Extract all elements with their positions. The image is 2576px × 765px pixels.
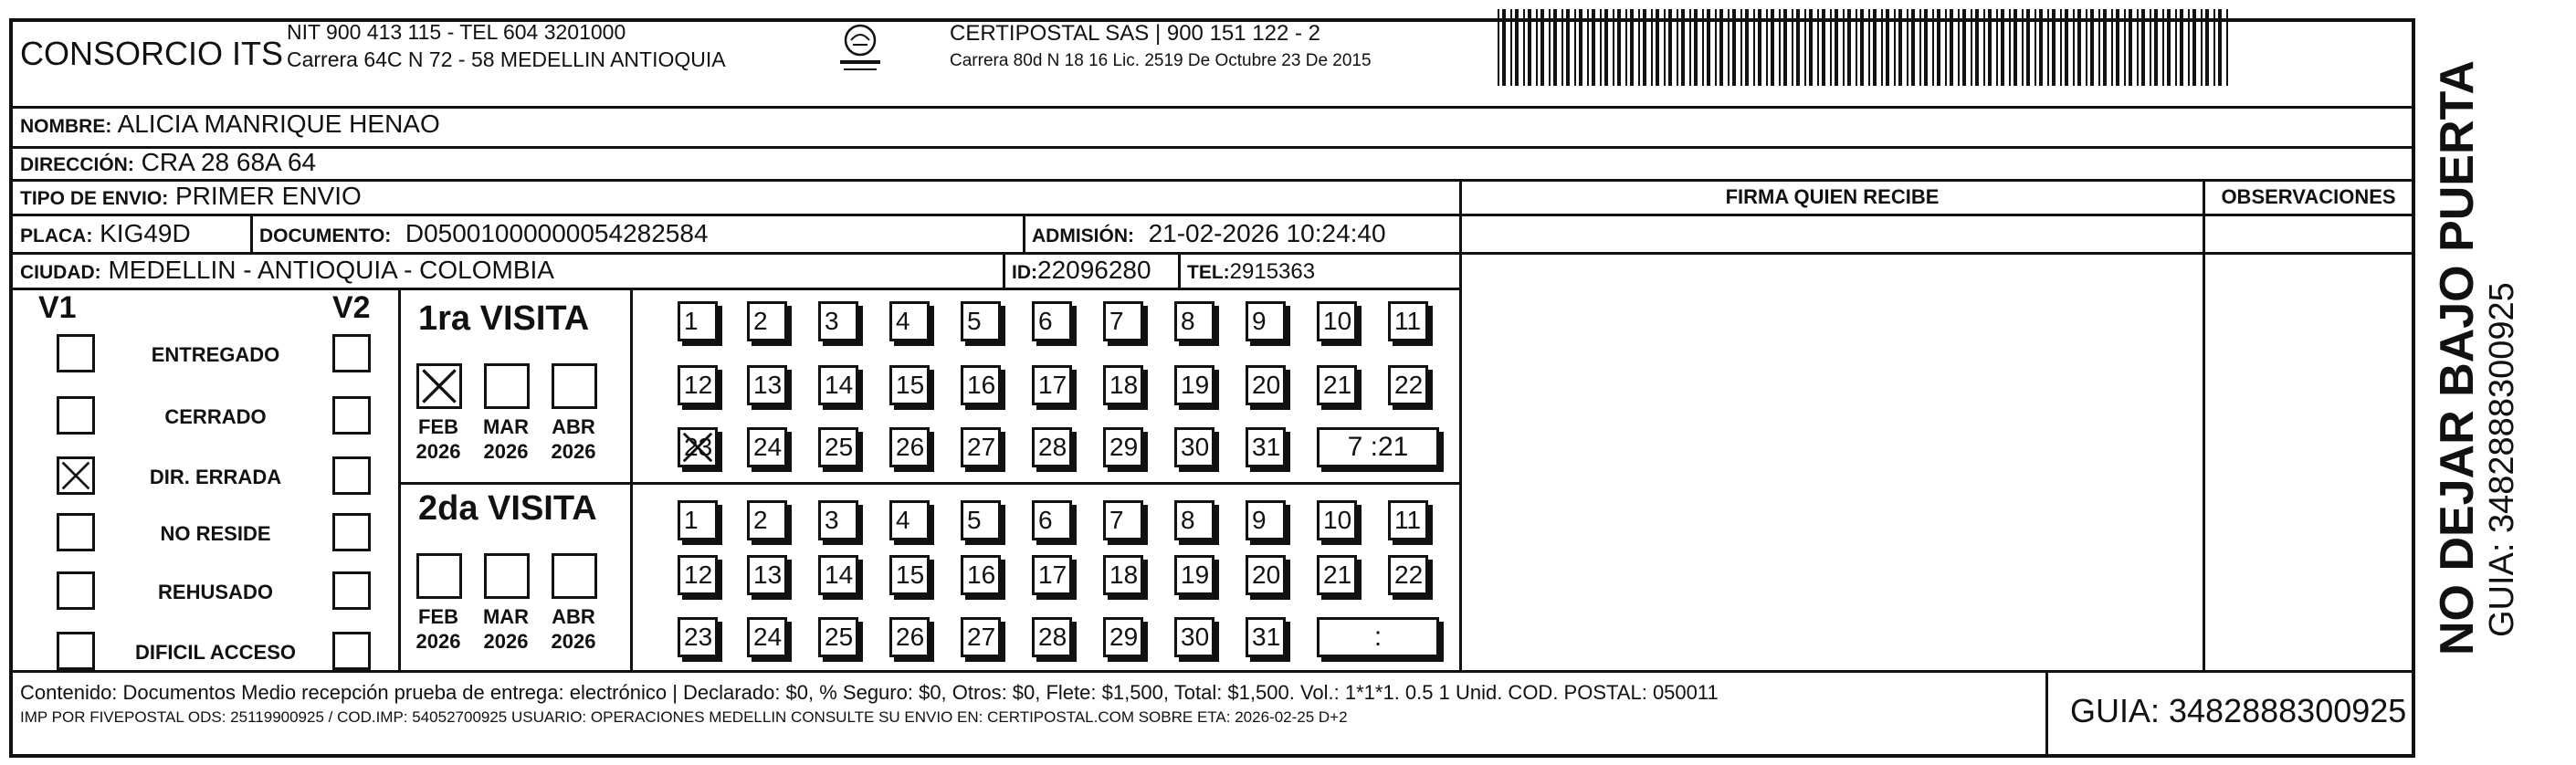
day-box[interactable]: 26 xyxy=(889,617,930,657)
barcode-bar xyxy=(1843,9,1845,86)
v2-checkbox[interactable] xyxy=(332,571,371,610)
barcode-bar xyxy=(2001,9,2004,86)
divider xyxy=(1459,182,1462,670)
month-name: ABR xyxy=(552,415,595,438)
divider xyxy=(2203,182,2205,670)
barcode-bar xyxy=(2124,9,2126,86)
day-box[interactable]: 31 xyxy=(1246,427,1286,467)
day-box[interactable]: 24 xyxy=(747,427,787,467)
time-box[interactable]: 7 :21 xyxy=(1317,427,1439,467)
barcode-bar xyxy=(2103,9,2107,86)
barcode-bar xyxy=(1932,9,1934,86)
barcode-bar xyxy=(1553,9,1557,86)
day-box[interactable]: 24 xyxy=(747,617,787,657)
barcode-bar xyxy=(1549,9,1551,86)
barcode-bar xyxy=(1881,9,1883,86)
v1-checkbox[interactable] xyxy=(57,456,95,495)
day-box[interactable]: 9 xyxy=(1246,301,1286,341)
certipostal-info xyxy=(950,20,1372,75)
barcode-bar xyxy=(2009,9,2011,86)
month-name: MAR xyxy=(482,415,530,438)
day-box[interactable]: 7 xyxy=(1103,500,1143,540)
day-box[interactable]: 16 xyxy=(961,365,1001,405)
day-box[interactable]: 27 xyxy=(961,617,1001,657)
nombre-label: NOMBRE: xyxy=(20,116,112,137)
barcode-bar xyxy=(1613,9,1614,86)
barcode-bar xyxy=(1758,9,1761,86)
barcode-bar xyxy=(1681,9,1685,86)
day-box[interactable]: 11 xyxy=(1388,500,1428,540)
day-box[interactable]: 5 xyxy=(961,301,1001,341)
divider xyxy=(1178,252,1181,290)
v2-checkbox[interactable] xyxy=(332,513,371,551)
barcode-bar xyxy=(1886,9,1889,86)
divider xyxy=(250,216,253,255)
day-box[interactable]: 22 xyxy=(1388,555,1428,595)
day-box[interactable]: 10 xyxy=(1317,301,1357,341)
month-name: MAR xyxy=(482,605,530,628)
status-label: DIFICIL ACCESO xyxy=(134,641,296,664)
barcode-bar xyxy=(1617,9,1621,86)
barcode-bar xyxy=(1822,9,1825,86)
barcode-bar xyxy=(1677,9,1678,86)
barcode-bar xyxy=(1523,9,1525,86)
barcode-bar xyxy=(1809,9,1813,86)
barcode-bar xyxy=(2154,9,2158,86)
divider xyxy=(1003,252,1005,290)
month-year: 2026 xyxy=(415,440,461,463)
divider xyxy=(398,288,401,670)
nombre-field xyxy=(20,110,440,139)
barcode-bar xyxy=(1783,9,1787,86)
barcode-bar xyxy=(1719,9,1723,86)
barcode-bar xyxy=(2226,9,2228,86)
barcode-bar xyxy=(2180,9,2183,86)
day-box[interactable]: 19 xyxy=(1174,555,1214,595)
barcode-bar xyxy=(2073,9,2075,86)
barcode-bar xyxy=(2035,9,2036,86)
barcode-bar xyxy=(1728,9,1730,86)
direccion-field xyxy=(20,148,316,177)
certipostal-address: Carrera 80d N 18 16 Lic. 2519 De Octubre 23 De 2015 xyxy=(950,51,1372,70)
month-checkbox[interactable] xyxy=(484,553,530,599)
ciudad-field xyxy=(20,256,554,285)
divider xyxy=(1023,216,1025,255)
barcode-bar xyxy=(2090,9,2094,86)
barcode-bar xyxy=(2162,9,2164,86)
day-box[interactable]: 18 xyxy=(1103,365,1143,405)
month-checkbox[interactable] xyxy=(416,363,462,409)
day-box[interactable]: 8 xyxy=(1174,500,1214,540)
day-box[interactable]: 17 xyxy=(1032,365,1072,405)
barcode-bar xyxy=(1656,9,1659,86)
no-dejar-notice: NO DEJAR BAJO PUERTA xyxy=(2431,59,2484,655)
company-name: CONSORCIO ITS xyxy=(20,35,284,72)
status-label: ENTREGADO xyxy=(151,343,280,366)
month-label xyxy=(478,604,533,654)
visit2-title: 2da VISITA xyxy=(418,489,597,528)
barcode-bar xyxy=(1779,9,1781,86)
admision-field xyxy=(1032,219,1386,248)
day-box[interactable]: 20 xyxy=(1246,365,1286,405)
barcode-bar xyxy=(1796,9,1800,86)
month-label xyxy=(411,414,466,464)
month-year: 2026 xyxy=(483,440,529,463)
barcode-bar xyxy=(1958,9,1960,86)
tel-field xyxy=(1187,259,1315,285)
barcode-bar xyxy=(2098,9,2100,86)
v1-checkbox[interactable] xyxy=(57,632,95,670)
status-label: DIR. ERRADA xyxy=(149,466,282,488)
v2-checkbox[interactable] xyxy=(332,632,371,670)
barcode-bar xyxy=(1630,9,1634,86)
ciudad-label: CIUDAD: xyxy=(20,262,101,283)
barcode-bar xyxy=(1924,9,1928,86)
barcode-bar xyxy=(1668,9,1672,86)
divider xyxy=(630,288,633,670)
direccion-value: CRA 28 68A 64 xyxy=(141,148,317,176)
barcode-bar xyxy=(1937,9,1940,86)
barcode-bar xyxy=(1771,9,1774,86)
barcode-bar xyxy=(2039,9,2043,86)
day-box[interactable]: 19 xyxy=(1174,365,1214,405)
barcode-bar xyxy=(1498,9,1499,86)
month-label xyxy=(546,604,601,654)
day-box[interactable]: 12 xyxy=(678,365,718,405)
barcode-bar xyxy=(2047,9,2049,86)
documento-label: DOCUMENTO: xyxy=(259,225,392,246)
day-box[interactable]: 20 xyxy=(1246,555,1286,595)
day-box[interactable]: 25 xyxy=(818,427,858,467)
barcode-bar xyxy=(1988,9,1992,86)
barcode-bar xyxy=(2213,9,2215,86)
id-value: 22096280 xyxy=(1037,256,1151,284)
day-box[interactable]: 3 xyxy=(818,301,858,341)
v2-checkbox[interactable] xyxy=(332,456,371,495)
barcode-bar xyxy=(2192,9,2196,86)
day-box[interactable]: 29 xyxy=(1103,427,1143,467)
company-info xyxy=(287,18,726,73)
day-box[interactable]: 30 xyxy=(1174,617,1214,657)
day-box[interactable]: 6 xyxy=(1032,500,1072,540)
id-field xyxy=(1012,256,1151,285)
barcode-bar xyxy=(1745,9,1749,86)
barcode-bar xyxy=(1579,9,1582,86)
visit1-title: 1ra VISITA xyxy=(418,299,590,338)
barcode-bar xyxy=(1715,9,1717,86)
day-box[interactable]: 4 xyxy=(889,500,930,540)
day-box[interactable]: 22 xyxy=(1388,365,1428,405)
month-year: 2026 xyxy=(415,630,461,653)
side-guia: GUIA: 3482888300925 xyxy=(2483,282,2521,637)
barcode-bar xyxy=(1732,9,1736,86)
barcode-bar xyxy=(1625,9,1627,86)
status-label: CERRADO xyxy=(164,405,267,428)
v2-header: V2 xyxy=(332,290,371,325)
barcode-bar xyxy=(2141,9,2145,86)
barcode-bar xyxy=(1907,9,1908,86)
documento-value: D05001000000054282584 xyxy=(405,219,709,247)
barcode-bar xyxy=(1604,9,1608,86)
day-box[interactable]: 23 xyxy=(678,617,718,657)
day-box[interactable]: 17 xyxy=(1032,555,1072,595)
barcode-bar xyxy=(2086,9,2087,86)
barcode-bar xyxy=(1860,9,1864,86)
barcode-bar xyxy=(1975,9,1979,86)
day-box[interactable]: 28 xyxy=(1032,427,1072,467)
barcode-bar xyxy=(2201,9,2203,86)
barcode-bar xyxy=(1702,9,1704,86)
company-nit: NIT 900 413 115 - TEL 604 3201000 xyxy=(287,20,626,44)
barcode-bar xyxy=(1740,9,1742,86)
admision-value: 21-02-2026 10:24:40 xyxy=(1148,219,1386,247)
day-box[interactable]: 16 xyxy=(961,555,1001,595)
barcode-bar xyxy=(1804,9,1806,86)
day-box[interactable]: 8 xyxy=(1174,301,1214,341)
status-label: REHUSADO xyxy=(158,581,273,603)
day-box[interactable]: 21 xyxy=(1317,555,1357,595)
barcode-bar xyxy=(2013,9,2017,86)
month-name: FEB xyxy=(418,605,458,628)
month-checkbox[interactable] xyxy=(416,553,462,599)
v1-checkbox[interactable] xyxy=(57,396,95,435)
placa-field xyxy=(20,219,191,248)
barcode-bar xyxy=(1600,9,1602,86)
day-box[interactable]: 23 xyxy=(678,427,718,467)
barcode-bar xyxy=(1502,9,1506,86)
barcode-bar xyxy=(1643,9,1646,86)
barcode-bar xyxy=(2060,9,2062,86)
barcode-bar xyxy=(1856,9,1857,86)
tipo-field xyxy=(20,182,362,211)
divider xyxy=(13,252,1459,255)
month-checkbox[interactable] xyxy=(552,553,597,599)
month-year: 2026 xyxy=(551,440,596,463)
barcode-bar xyxy=(1971,9,1972,86)
barcode-bar xyxy=(2077,9,2081,86)
documento-field xyxy=(259,219,709,248)
barcode-bar xyxy=(2167,9,2171,86)
day-box[interactable]: 27 xyxy=(961,427,1001,467)
day-box[interactable]: 2 xyxy=(747,301,787,341)
barcode-bar xyxy=(1835,9,1838,86)
placa-value: KIG49D xyxy=(100,219,191,247)
barcode-bar xyxy=(2026,9,2030,86)
barcode-bar xyxy=(1792,9,1793,86)
nombre-value: ALICIA MANRIQUE HENAO xyxy=(117,110,440,138)
certipostal-seal-icon xyxy=(833,20,888,75)
barcode-bar xyxy=(2188,9,2190,86)
firma-header: FIRMA QUIEN RECIBE xyxy=(1725,185,1940,208)
barcode-bar xyxy=(1894,9,1896,86)
day-box[interactable]: 7 xyxy=(1103,301,1143,341)
barcode-bar xyxy=(1766,9,1768,86)
tel-label: TEL: xyxy=(1187,262,1230,283)
footer-print-info: IMP POR FIVEPOSTAL ODS: 25119900925 / COD.IMP: 54052700925 USUARIO: OPERACIONES MEDELLIN CONSULTE SU ENVIO EN: CERTIPOSTAL.COM SOBRE ETA: 2026-02-25 D+2 xyxy=(20,708,1348,726)
barcode-bar xyxy=(1689,9,1691,86)
barcode-bar xyxy=(1996,9,1998,86)
v1-checkbox[interactable] xyxy=(57,571,95,610)
barcode-bar xyxy=(1536,9,1538,86)
guia-number: GUIA: 3482888300925 xyxy=(2070,692,2407,729)
divider xyxy=(1459,252,2412,255)
barcode-bar xyxy=(1830,9,1832,86)
barcode-bar xyxy=(1847,9,1851,86)
day-box[interactable]: 15 xyxy=(889,555,930,595)
tipo-value: PRIMER ENVIO xyxy=(174,182,362,210)
divider xyxy=(13,179,2412,182)
barcode-bar xyxy=(1950,9,1953,86)
v1-checkbox[interactable] xyxy=(57,513,95,551)
barcode-bar xyxy=(1919,9,1921,86)
time-box[interactable]: : xyxy=(1317,617,1439,657)
side-notice xyxy=(2433,60,2522,655)
barcode-bar xyxy=(1638,9,1640,86)
day-box[interactable]: 15 xyxy=(889,365,930,405)
placa-label: PLACA: xyxy=(20,225,93,246)
day-box[interactable]: 31 xyxy=(1246,617,1286,657)
day-box[interactable]: 25 xyxy=(818,617,858,657)
barcode-bar xyxy=(2065,9,2068,86)
day-box[interactable]: 1 xyxy=(678,301,718,341)
barcode-bar xyxy=(2116,9,2119,86)
barcode-bar xyxy=(1753,9,1755,86)
barcode-bar xyxy=(1873,9,1877,86)
barcode-bar xyxy=(1574,9,1576,86)
day-box[interactable]: 28 xyxy=(1032,617,1072,657)
guia-box xyxy=(2045,670,2412,754)
barcode-bar xyxy=(1561,9,1563,86)
day-box[interactable]: 21 xyxy=(1317,365,1357,405)
observaciones-header: OBSERVACIONES xyxy=(2221,185,2396,208)
month-checkbox[interactable] xyxy=(552,363,597,409)
day-box[interactable]: 9 xyxy=(1246,500,1286,540)
v1-checkbox[interactable] xyxy=(57,334,95,372)
barcode-bar xyxy=(1528,9,1531,86)
divider xyxy=(13,146,2412,149)
certipostal-name: CERTIPOSTAL SAS | 900 151 122 - 2 xyxy=(950,21,1320,46)
barcode-bar xyxy=(2052,9,2056,86)
v1-header: V1 xyxy=(38,290,77,325)
barcode-bar xyxy=(1945,9,1947,86)
barcode-bar xyxy=(1540,9,1544,86)
barcode-bar xyxy=(2111,9,2113,86)
barcode-bar xyxy=(1983,9,1985,86)
barcode xyxy=(1498,9,2228,86)
company-address: Carrera 64C N 72 - 58 MEDELLIN ANTIOQUIA xyxy=(287,47,726,71)
direccion-label: DIRECCIÓN: xyxy=(20,154,134,175)
month-name: ABR xyxy=(552,605,595,628)
footer-content: Contenido: Documentos Medio recepción prueba de entrega: electrónico | Declarado: $0, % Seguro: $0, Otros: $0, Flete: $1,500, Total: $1,500. Vol.: 1*1*1. 0.5 1 Unid. COD. POSTAL: 050011 xyxy=(20,681,1719,704)
day-box[interactable]: 30 xyxy=(1174,427,1214,467)
day-box[interactable]: 11 xyxy=(1388,301,1428,341)
day-box[interactable]: 14 xyxy=(818,555,858,595)
day-box[interactable]: 13 xyxy=(747,365,787,405)
barcode-bar xyxy=(1587,9,1589,86)
month-name: FEB xyxy=(418,415,458,438)
day-box[interactable]: 10 xyxy=(1317,500,1357,540)
month-label xyxy=(546,414,601,464)
barcode-bar xyxy=(1707,9,1710,86)
day-box[interactable]: 29 xyxy=(1103,617,1143,657)
month-year: 2026 xyxy=(483,630,529,653)
v2-checkbox[interactable] xyxy=(332,334,371,372)
barcode-bar xyxy=(1515,9,1519,86)
barcode-bar xyxy=(2150,9,2151,86)
barcode-bar xyxy=(2218,9,2222,86)
barcode-bar xyxy=(1566,9,1570,86)
barcode-bar xyxy=(1664,9,1666,86)
barcode-bar xyxy=(1962,9,1966,86)
month-label xyxy=(478,414,533,464)
status-label: NO RESIDE xyxy=(160,522,271,545)
barcode-bar xyxy=(1592,9,1595,86)
barcode-bar xyxy=(2022,9,2024,86)
tel-value: 2915363 xyxy=(1229,259,1316,284)
barcode-bar xyxy=(2137,9,2139,86)
month-label xyxy=(411,604,466,654)
barcode-bar xyxy=(1510,9,1512,86)
barcode-bar xyxy=(2175,9,2177,86)
barcode-bar xyxy=(1651,9,1653,86)
tipo-label: TIPO DE ENVIO: xyxy=(20,188,169,209)
day-box[interactable]: 13 xyxy=(747,555,787,595)
month-year: 2026 xyxy=(551,630,596,653)
divider xyxy=(13,288,1459,290)
barcode-bar xyxy=(1817,9,1819,86)
day-box[interactable]: 6 xyxy=(1032,301,1072,341)
day-box[interactable]: 18 xyxy=(1103,555,1143,595)
day-box[interactable]: 1 xyxy=(678,500,718,540)
day-box[interactable]: 5 xyxy=(961,500,1001,540)
month-checkbox[interactable] xyxy=(484,363,530,409)
v2-checkbox[interactable] xyxy=(332,396,371,435)
admision-label: ADMISIÓN: xyxy=(1032,225,1134,246)
day-box[interactable]: 14 xyxy=(818,365,858,405)
day-box[interactable]: 2 xyxy=(747,500,787,540)
barcode-bar xyxy=(2129,9,2132,86)
day-box[interactable]: 4 xyxy=(889,301,930,341)
day-box[interactable]: 26 xyxy=(889,427,930,467)
divider xyxy=(13,106,2412,109)
divider xyxy=(13,214,2412,216)
barcode-bar xyxy=(1868,9,1870,86)
barcode-bar xyxy=(2205,9,2209,86)
ciudad-value: MEDELLIN - ANTIOQUIA - COLOMBIA xyxy=(108,256,554,284)
day-box[interactable]: 3 xyxy=(818,500,858,540)
barcode-bar xyxy=(1911,9,1915,86)
barcode-bar xyxy=(1694,9,1698,86)
day-box[interactable]: 12 xyxy=(678,555,718,595)
divider xyxy=(398,482,1459,485)
id-label: ID: xyxy=(1012,262,1037,283)
barcode-bar xyxy=(1898,9,1902,86)
